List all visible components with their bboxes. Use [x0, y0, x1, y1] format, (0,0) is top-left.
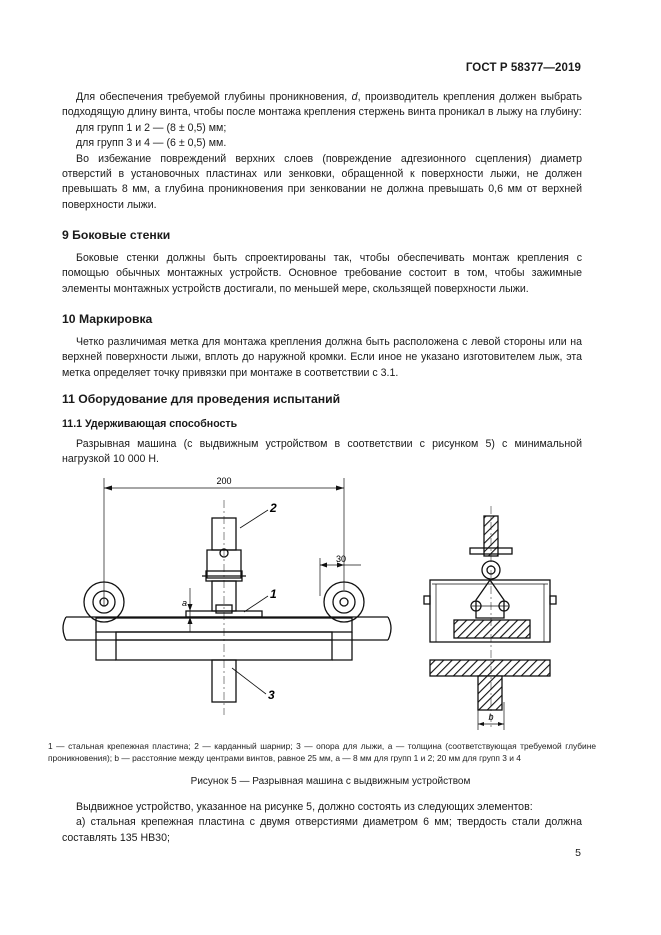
figure-label-3: 3 — [268, 688, 275, 702]
section-10-text: Четко различимая метка для монтажа крепления должна быть расположена с левой стороны или на верхней поверхности лыжи, вплоть до наружной кромки. Если иное не указано изготовителем лыж, эта метка определяет точку привязки при монтаже в соответствии с 3.1. — [62, 336, 582, 379]
section-9-title: 9 Боковые стенки — [62, 228, 171, 242]
section-10-text-block — [62, 335, 582, 381]
intro-paragraph-1 — [62, 90, 582, 121]
figure-label-a: a — [182, 598, 188, 608]
groups-3-4-line: для групп 3 и 4 — (6 ± 0,5) мм. — [76, 137, 227, 150]
intro-p1-pre: Для обеспечения требуемой глубины проникновения, — [76, 91, 352, 103]
figure-label-1: 1 — [270, 587, 277, 601]
intro-p1-post: , производитель крепления должен выбрать подходящую длину винта, чтобы после монтажа крепления стержень винта проникал в лыжу на глубину: — [62, 91, 582, 119]
dimension-30-label: 30 — [335, 554, 347, 564]
figure-label-b: b — [488, 712, 494, 722]
section-9-text: Боковые стенки должны быть спроектированы так, чтобы обеспечивать монтаж крепления с помощью обычных монтажных устройств. Основное требование состоит в том, чтобы зажимные элементы монтажных устройств достигали, по меньшей мере, скользящей поверхности лыжи. — [62, 252, 582, 295]
after-figure-paragraph: Выдвижное устройство, указанное на рисунке 5, должно состоять из следующих элементов: — [76, 801, 533, 813]
figure-caption: Рисунок 5 — Разрывная машина с выдвижным устройством — [190, 776, 471, 787]
figure-label-2: 2 — [270, 501, 277, 515]
document-id: ГОСТ Р 58377—2019 — [465, 62, 581, 74]
figure-5-drawing — [0, 470, 661, 740]
groups-1-2-line: для групп 1 и 2 — (8 ± 0,5) мм; — [76, 121, 227, 134]
intro-p1-var: d — [351, 91, 358, 103]
after-figure-block — [62, 800, 582, 846]
intro-paragraph-2: Во избежание повреждений верхних слоев (повреждение адгезионного сцепления) диаметр отверстий в установочных пластинах или зенковки, обращенной к поверхности лыжи, не должен превышать 8 мм, а глубина проникновения при зенковании не должна превышать 0,6 мм от верхней поверхности лыжи. — [62, 152, 582, 211]
section-11-text: Разрывная машина (с выдвижным устройством в соответствии с рисунком 5) с минимальной нагрузкой 10 000 Н. — [62, 438, 582, 466]
section-11-text-block — [62, 437, 582, 468]
list-item-a: а) стальная крепежная пластина с двумя отверстиями диаметром 6 мм; твердость стали должна составлять 135 НВ30; — [62, 816, 582, 844]
intro-block — [62, 90, 582, 213]
page-number: 5 — [575, 847, 581, 859]
dimension-200-label: 200 — [216, 476, 232, 486]
figure-legend: 1 — стальная крепежная пластина; 2 — карданный шарнир; 3 — опора для лыжи, a — толщина (соответствующая требуемой глубине проникновения); b — расстояние между центрами винтов, равное 25 мм, a — 8 мм для групп 1 и 2; 20 мм для групп 3 и 4 — [48, 741, 596, 764]
section-11-1-title: 11.1 Удерживающая способность — [62, 418, 238, 430]
section-9-text-block — [62, 251, 582, 297]
section-11-title: 11 Оборудование для проведения испытаний — [62, 392, 341, 406]
section-10-title: 10 Маркировка — [62, 312, 153, 326]
